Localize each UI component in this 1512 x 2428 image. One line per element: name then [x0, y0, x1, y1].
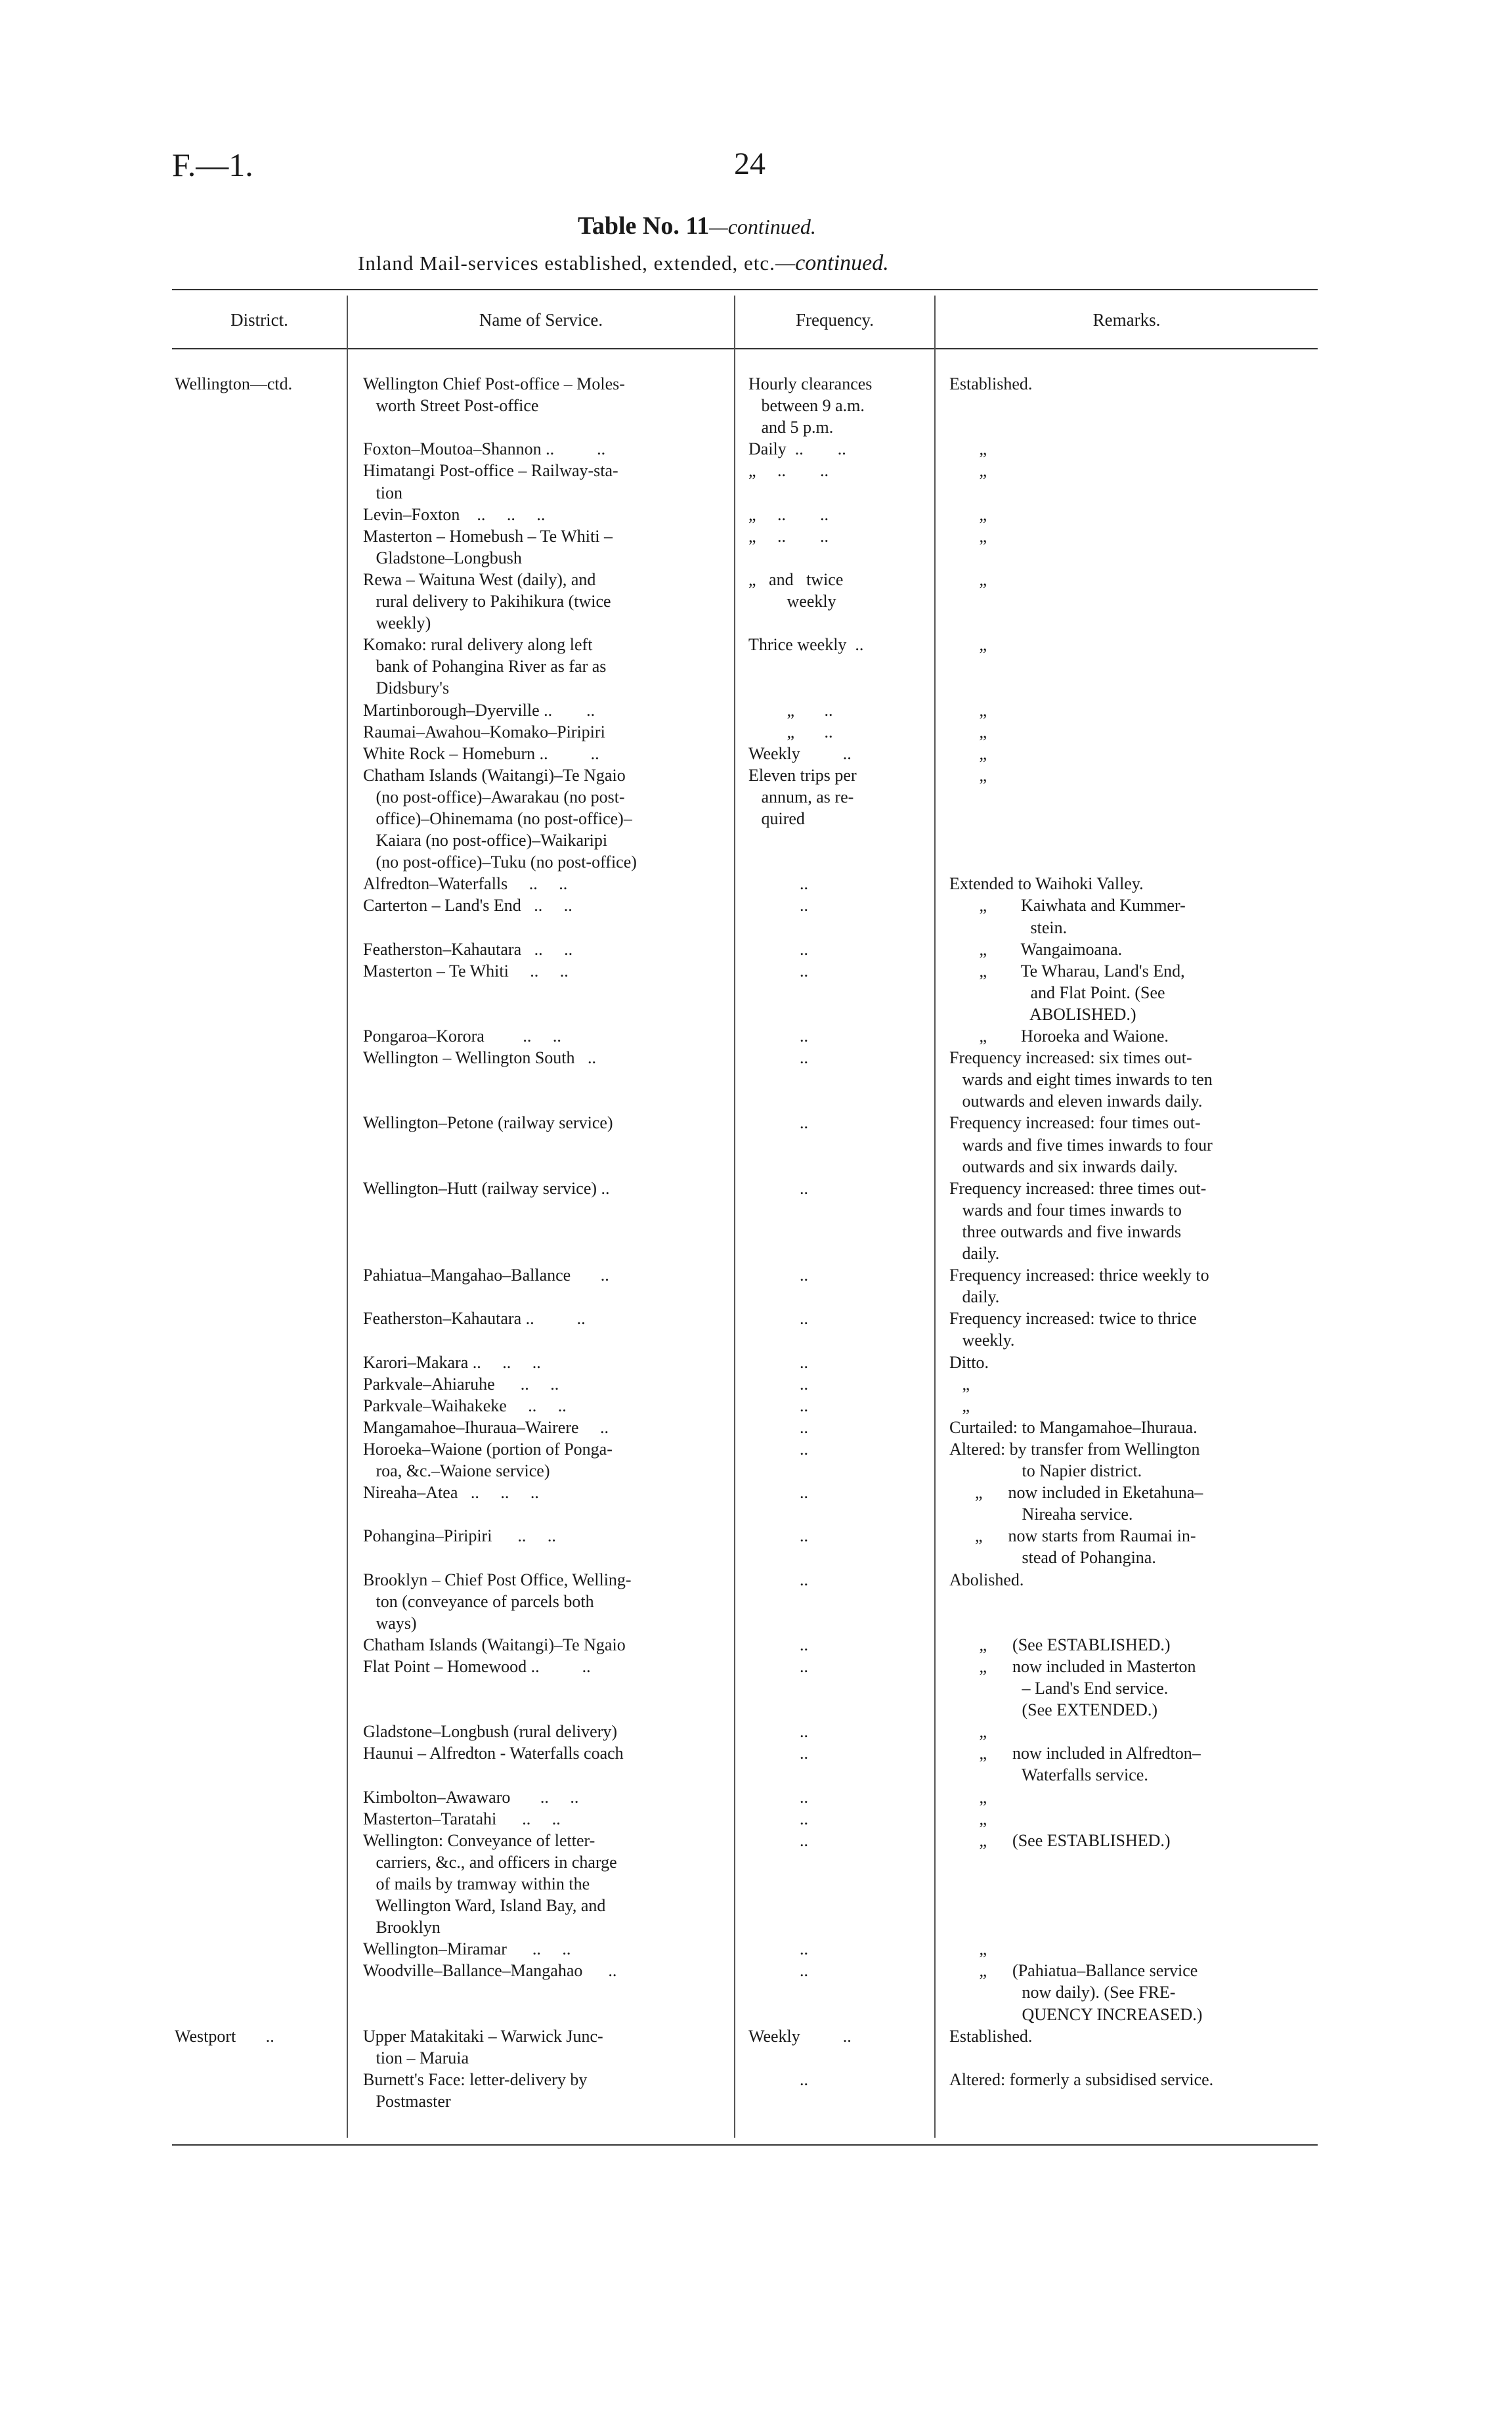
service-line: Chatham Islands (Waitangi)–Te Ngaio [363, 1635, 626, 1654]
service-line: Pongaroa–Korora .. .. [363, 1026, 561, 1046]
remarks-line: „ [949, 700, 987, 720]
frequency-line: Weekly .. [748, 743, 852, 763]
frequency-line: weekly [748, 592, 836, 611]
remarks-line: „ now included in Alfredton– [949, 1744, 1201, 1763]
service-line: Nireaha–Atea .. .. .. [363, 1483, 539, 1503]
service-line: Flat Point – Homewood .. .. [363, 1656, 591, 1676]
district-label: Westport .. [175, 2026, 274, 2046]
service-line: Wellington – Wellington South .. [363, 1048, 596, 1068]
frequency-line: .. [748, 1787, 808, 1807]
remarks-line: Altered: formerly a subsidised service. [949, 2069, 1214, 2089]
remarks-line: „ now included in Masterton [949, 1656, 1196, 1676]
service-line: Featherston–Kahautara .. .. [363, 939, 573, 959]
frequency-line: .. [748, 961, 808, 981]
service-line: carriers, &c., and officers in charge [363, 1852, 617, 1872]
frequency-line: .. [748, 1374, 808, 1394]
frequency-line: .. [748, 939, 808, 959]
service-line: Gladstone–Longbush [363, 548, 522, 567]
remarks-line: „ [949, 526, 987, 546]
frequency-line: .. [748, 1722, 808, 1742]
service-line: ways) [363, 1613, 417, 1633]
remarks-line: wards and eight times inwards to ten [949, 1070, 1213, 1090]
remarks-line: now daily). (See FRE- [949, 1983, 1176, 2002]
remarks-line: wards and four times inwards to [949, 1200, 1182, 1220]
frequency-line: .. [748, 1048, 808, 1068]
table-bottom-rule [172, 2144, 1318, 2146]
frequency-line: „ .. .. [748, 461, 829, 481]
service-line: Wellington–Miramar .. .. [363, 1939, 571, 1959]
service-line: (no post-office)–Awarakau (no post- [363, 787, 625, 806]
service-line: Kaiara (no post-office)–Waikaripi [363, 831, 608, 850]
service-line: Wellington: Conveyance of letter- [363, 1830, 595, 1850]
remarks-line: „ [949, 1939, 987, 1959]
frequency-line: Daily .. .. [748, 439, 846, 459]
frequency-line: .. [748, 874, 808, 894]
service-line: Gladstone–Longbush (rural delivery) [363, 1722, 618, 1742]
column-divider-3 [934, 296, 936, 2138]
service-line: Pohangina–Piripiri .. .. [363, 1526, 556, 1546]
frequency-line: .. [748, 1483, 808, 1503]
service-line: Postmaster [363, 2091, 451, 2111]
service-line: Parkvale–Ahiaruhe .. .. [363, 1374, 559, 1394]
remarks-line: Abolished. [949, 1570, 1024, 1589]
service-line: Mangamahoe–Ihuraua–Wairere .. [363, 1417, 609, 1437]
service-line: Martinborough–Dyerville .. .. [363, 700, 595, 720]
service-line: Foxton–Moutoa–Shannon .. .. [363, 439, 606, 459]
remarks-line: weekly. [949, 1331, 1015, 1350]
service-line: Wellington Chief Post-office – Moles- [363, 374, 625, 393]
service-line: Wellington–Petone (railway service) [363, 1113, 613, 1133]
service-line: Kimbolton–Awawaro .. .. [363, 1787, 579, 1807]
remarks-line: Frequency increased: twice to thrice [949, 1309, 1197, 1329]
remarks-line: daily. [949, 1244, 1000, 1263]
remarks-line: (See EXTENDED.) [949, 1700, 1157, 1720]
frequency-line: .. [748, 1113, 808, 1133]
remarks-line: Extended to Waihoki Valley. [949, 874, 1144, 894]
remarks-line: Frequency increased: thrice weekly to [949, 1266, 1209, 1285]
frequency-line: .. [748, 1830, 808, 1850]
remarks-line: Ditto. [949, 1352, 989, 1372]
remarks-line: „ now included in Eketahuna– [949, 1483, 1203, 1503]
service-line: Horoeka–Waione (portion of Ponga- [363, 1439, 613, 1459]
column-header-district: District. [230, 310, 288, 330]
remarks-line: „ Kaiwhata and Kummer- [949, 896, 1186, 916]
frequency-line: Thrice weekly .. [748, 635, 864, 655]
frequency-line: Eleven trips per [748, 765, 857, 785]
service-line: Masterton–Taratahi .. .. [363, 1809, 561, 1828]
service-line: bank of Pohangina River as far as [363, 657, 607, 676]
remarks-line: Frequency increased: four times out- [949, 1113, 1201, 1133]
service-line: Levin–Foxton .. .. .. [363, 504, 546, 524]
service-line: Carterton – Land's End .. .. [363, 896, 572, 916]
remarks-line: to Napier district. [949, 1461, 1142, 1480]
frequency-line: .. [748, 2069, 808, 2089]
service-line: Wellington Ward, Island Bay, and [363, 1896, 606, 1915]
remarks-line: „ (Pahiatua–Ballance service [949, 1961, 1198, 1981]
service-line: Rewa – Waituna West (daily), and [363, 569, 596, 589]
frequency-line: quired [748, 809, 805, 828]
frequency-line: between 9 a.m. [748, 396, 865, 416]
service-line: Parkvale–Waihakeke .. .. [363, 1396, 567, 1415]
remarks-line: „ [949, 635, 987, 655]
remarks-line: ABOLISHED.) [949, 1004, 1136, 1024]
remarks-line: Curtailed: to Mangamahoe–Ihuraua. [949, 1417, 1198, 1437]
frequency-line: Hourly clearances [748, 374, 873, 393]
service-line: Didsbury's [363, 678, 450, 698]
remarks-line: wards and five times inwards to four [949, 1135, 1213, 1155]
column-divider-1 [347, 296, 348, 2138]
frequency-line: .. [748, 1026, 808, 1046]
service-line: Himatangi Post-office – Railway-sta- [363, 461, 618, 481]
frequency-line: .. [748, 1809, 808, 1828]
remarks-line: „ [949, 439, 987, 459]
remarks-line: three outwards and five inwards [949, 1222, 1182, 1241]
remarks-line: and Flat Point. (See [949, 982, 1165, 1002]
service-line: Pahiatua–Mangahao–Ballance .. [363, 1266, 609, 1285]
remarks-line: „ [949, 1396, 970, 1415]
remarks-line: – Land's End service. [949, 1679, 1169, 1698]
remarks-line: outwards and eleven inwards daily. [949, 1092, 1203, 1111]
table-subtitle-suffix: —continued. [775, 251, 889, 275]
service-line: Haunui – Alfredton - Waterfalls coach [363, 1744, 624, 1763]
service-line: rural delivery to Pakihikura (twice [363, 592, 611, 611]
service-line: weekly) [363, 613, 431, 633]
remarks-line: „ [949, 1374, 970, 1394]
service-line: tion [363, 483, 402, 502]
service-line: Alfredton–Waterfalls .. .. [363, 874, 568, 894]
frequency-line: .. [748, 1656, 808, 1676]
service-line: roa, &c.–Waione service) [363, 1461, 550, 1480]
frequency-line: „ .. [748, 722, 833, 741]
service-line: Brooklyn [363, 1918, 441, 1937]
remarks-line: Established. [949, 374, 1033, 393]
service-line: Upper Matakitaki – Warwick Junc- [363, 2026, 603, 2046]
frequency-line: .. [748, 1352, 808, 1372]
frequency-line: .. [748, 1266, 808, 1285]
service-line: worth Street Post-office [363, 396, 539, 416]
frequency-line: .. [748, 1526, 808, 1546]
table-title [578, 211, 816, 240]
table-title-text: Table No. 11 [578, 212, 710, 240]
remarks-line: outwards and six inwards daily. [949, 1157, 1178, 1176]
remarks-line: „ [949, 569, 987, 589]
table-top-rule [172, 289, 1318, 290]
column-divider-2 [734, 296, 735, 2138]
remarks-line: „ (See ESTABLISHED.) [949, 1635, 1171, 1654]
frequency-line: .. [748, 1178, 808, 1198]
service-line: Masterton – Homebush – Te Whiti – [363, 526, 613, 546]
service-line: ton (conveyance of parcels both [363, 1591, 594, 1611]
frequency-line: .. [748, 1961, 808, 1981]
frequency-line: „ .. .. [748, 526, 829, 546]
district-label: Wellington—ctd. [175, 374, 293, 393]
remarks-line: stein. [949, 917, 1068, 937]
document-reference: F.—1. [172, 146, 253, 183]
remarks-line: „ [949, 504, 987, 524]
frequency-line: and 5 p.m. [748, 418, 834, 437]
table-title-suffix: —continued. [709, 215, 816, 238]
remarks-line: Nireaha service. [949, 1505, 1133, 1524]
column-header-service: Name of Service. [479, 310, 603, 330]
frequency-line: .. [748, 1635, 808, 1654]
remarks-line: „ [949, 765, 987, 785]
remarks-line: Frequency increased: six times out- [949, 1048, 1192, 1068]
frequency-line: .. [748, 1744, 808, 1763]
service-line: Raumai–Awahou–Komako–Piripiri [363, 722, 605, 741]
service-line: Wellington–Hutt (railway service) .. [363, 1178, 610, 1198]
frequency-line: .. [748, 1309, 808, 1329]
remarks-line: „ [949, 1809, 987, 1828]
table-subtitle-text: Inland Mail-services established, extended, etc. [358, 252, 775, 275]
frequency-line: .. [748, 896, 808, 916]
service-line: Karori–Makara .. .. .. [363, 1352, 541, 1372]
remarks-line: „ [949, 743, 987, 763]
service-line: Burnett's Face: letter-delivery by [363, 2069, 588, 2089]
remarks-line: Established. [949, 2026, 1033, 2046]
frequency-line: .. [748, 1439, 808, 1459]
page-number: 24 [734, 146, 766, 181]
remarks-line: QUENCY INCREASED.) [949, 2004, 1203, 2024]
remarks-line: „ [949, 461, 987, 481]
remarks-line: Frequency increased: three times out- [949, 1178, 1207, 1198]
service-line: Brooklyn – Chief Post Office, Welling- [363, 1570, 632, 1589]
remarks-line: „ [949, 1722, 987, 1742]
remarks-line: Altered: by transfer from Wellington [949, 1439, 1200, 1459]
service-line: Featherston–Kahautara .. .. [363, 1309, 586, 1329]
column-header-remarks: Remarks. [1092, 310, 1161, 330]
frequency-line: „ .. [748, 700, 833, 720]
table-subtitle [358, 251, 889, 276]
remarks-line: „ Wangaimoana. [949, 939, 1123, 959]
frequency-line: „ .. .. [748, 504, 829, 524]
frequency-line: .. [748, 1939, 808, 1959]
frequency-line: .. [748, 1417, 808, 1437]
frequency-line: .. [748, 1396, 808, 1415]
frequency-line: „ and twice [748, 569, 844, 589]
frequency-line: Weekly .. [748, 2026, 852, 2046]
service-line: office)–Ohinemama (no post-office)– [363, 809, 632, 828]
remarks-line: stead of Pohangina. [949, 1548, 1156, 1568]
remarks-line: daily. [949, 1287, 1000, 1307]
frequency-line: .. [748, 1570, 808, 1589]
remarks-line: „ [949, 1787, 987, 1807]
column-header-frequency: Frequency. [796, 310, 874, 330]
service-line: White Rock – Homeburn .. .. [363, 743, 599, 763]
remarks-line: Waterfalls service. [949, 1765, 1148, 1785]
remarks-line: „ Horoeka and Waione. [949, 1026, 1169, 1046]
remarks-line: „ (See ESTABLISHED.) [949, 1830, 1171, 1850]
frequency-line: annum, as re- [748, 787, 854, 806]
service-line: Woodville–Ballance–Mangahao .. [363, 1961, 617, 1981]
remarks-line: „ now starts from Raumai in- [949, 1526, 1196, 1546]
service-line: Komako: rural delivery along left [363, 635, 593, 655]
service-line: Masterton – Te Whiti .. .. [363, 961, 569, 981]
service-line: Chatham Islands (Waitangi)–Te Ngaio [363, 765, 626, 785]
remarks-line: „ Te Wharau, Land's End, [949, 961, 1185, 981]
service-line: tion – Maruia [363, 2048, 469, 2067]
header-bottom-rule [172, 348, 1318, 349]
service-line: (no post-office)–Tuku (no post-office) [363, 852, 637, 872]
remarks-line: „ [949, 722, 987, 741]
service-line: of mails by tramway within the [363, 1874, 590, 1893]
